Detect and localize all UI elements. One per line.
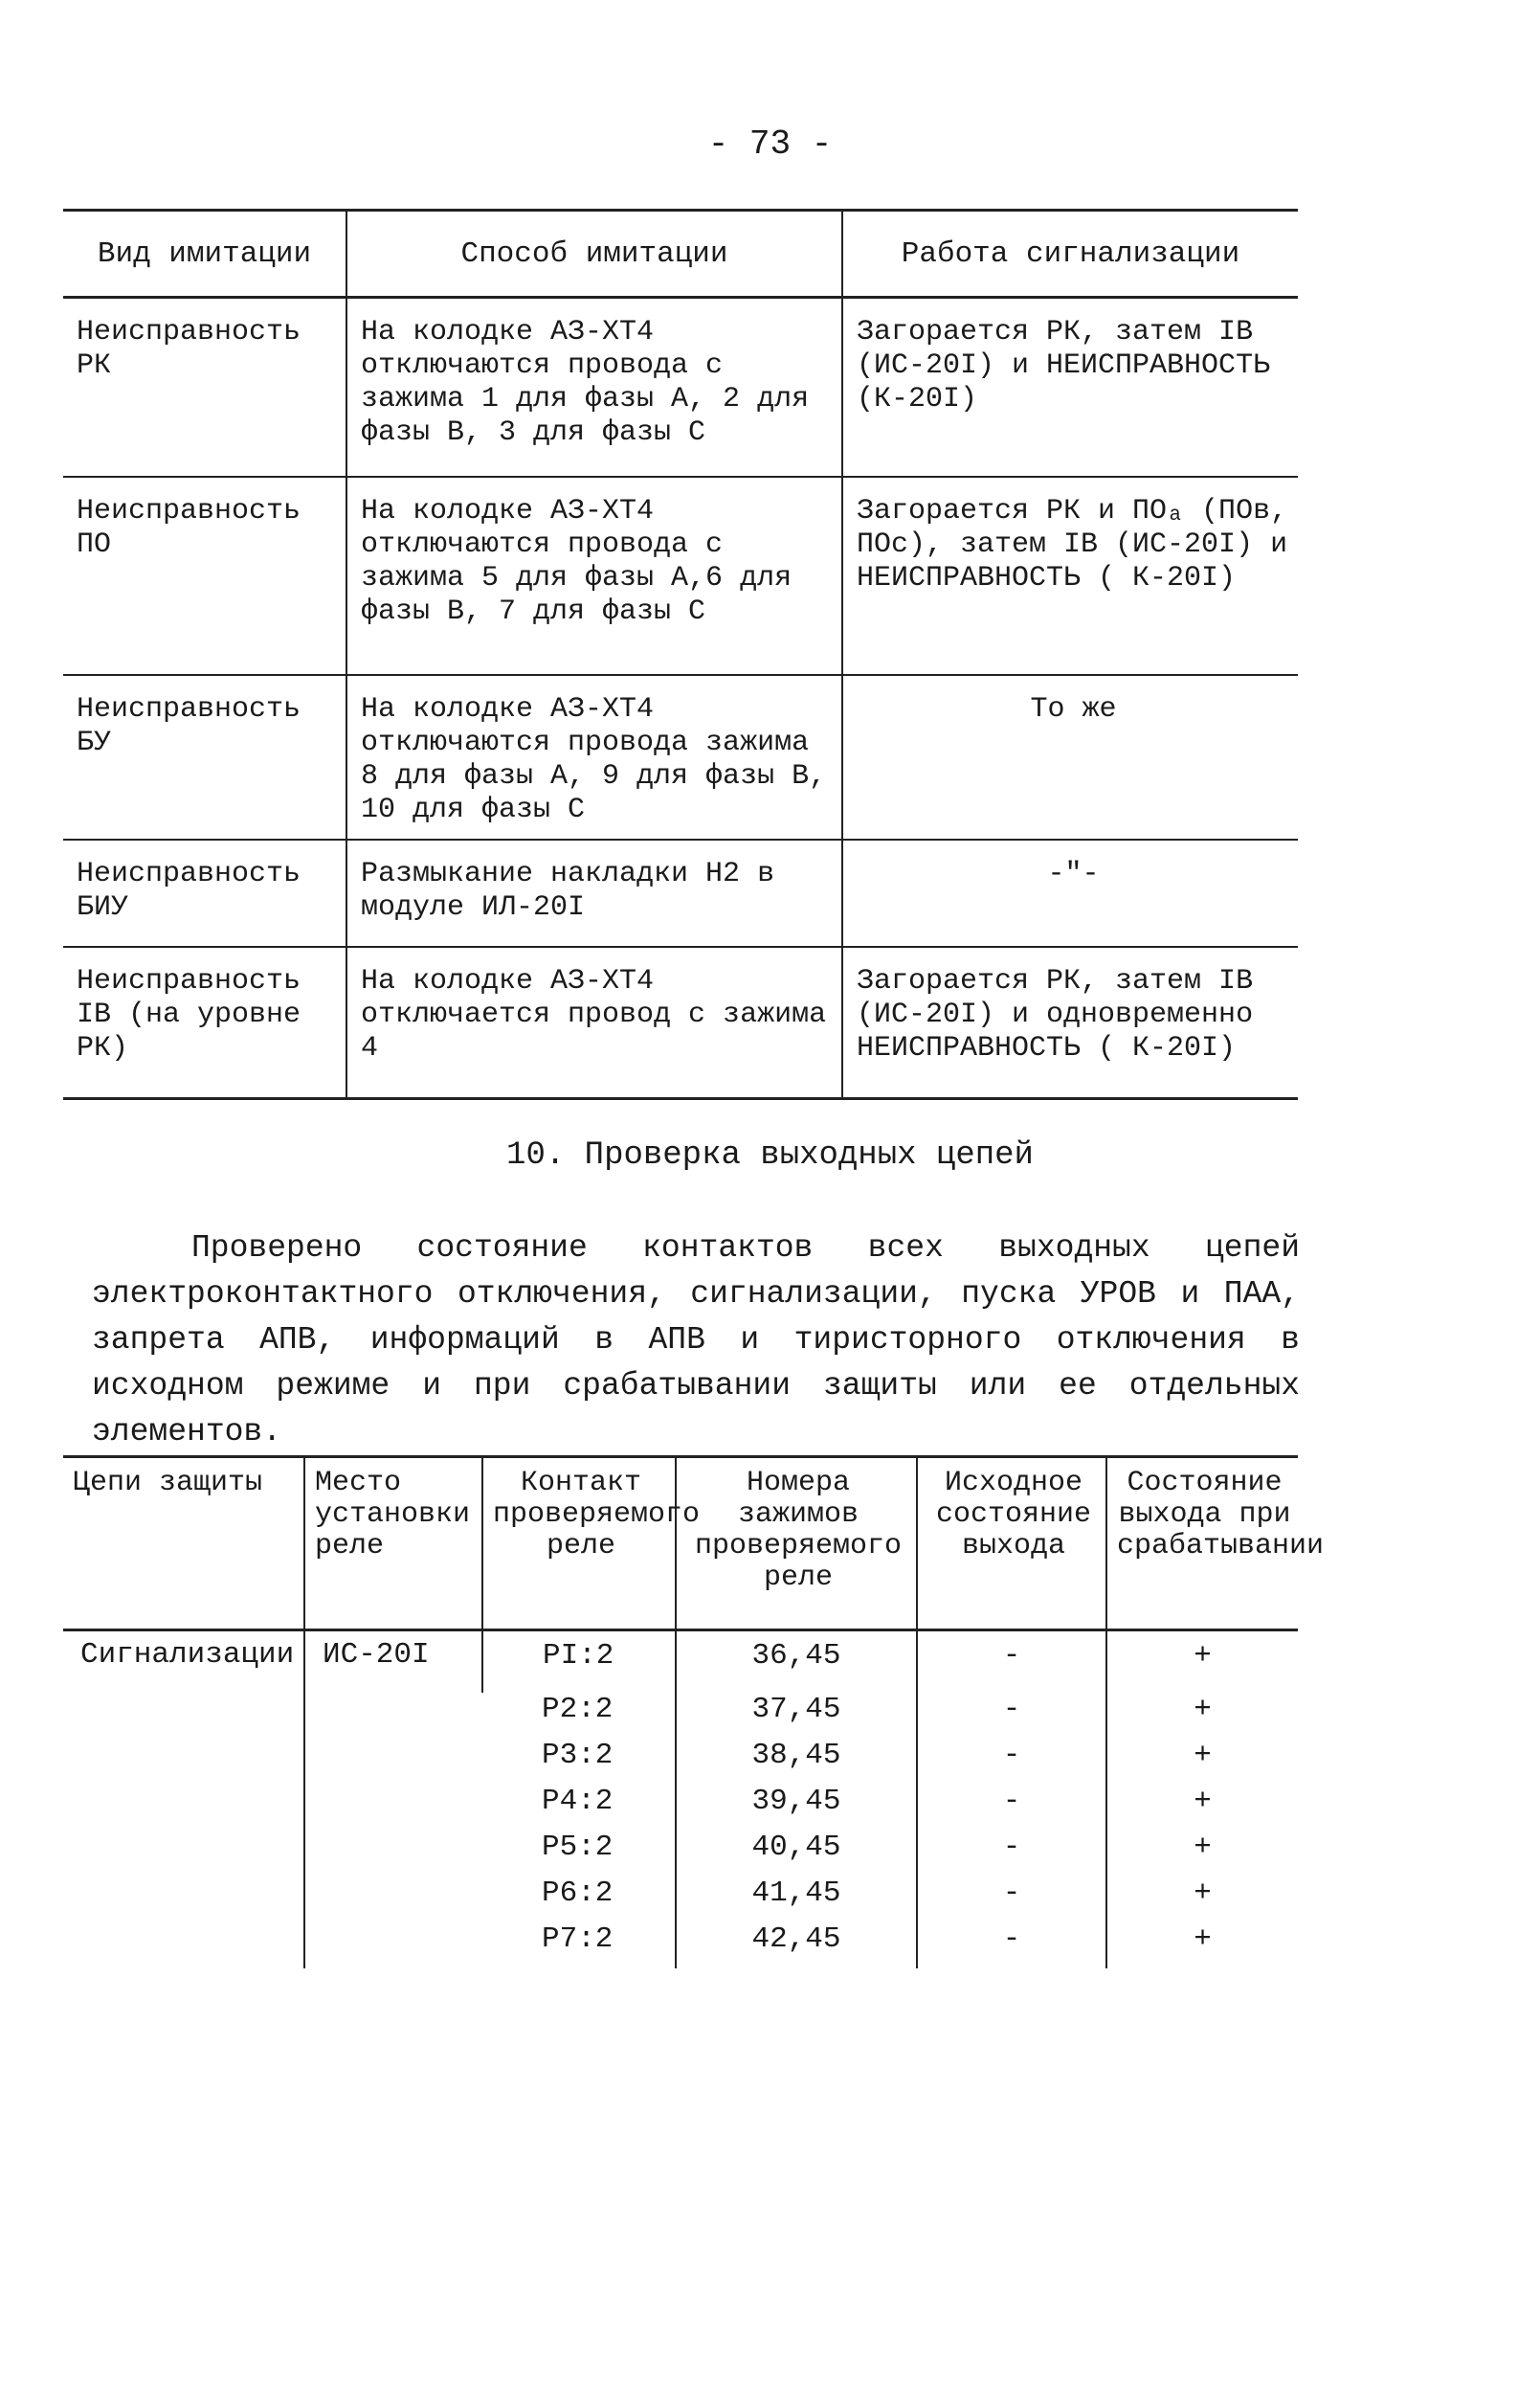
relay-contact-cell: PI:2 [482,1630,676,1694]
output-table-header [63,1457,1298,1630]
table-row [63,298,1298,478]
initial-state-cell: - [917,1922,1106,1968]
signal-operation-cell: Загорается РК, затем IB (ИС-20I) и одновременно НЕИСПРАВНОСТЬ ( К-20I) [842,947,1298,1099]
terminal-numbers-cell: 40,45 [676,1831,917,1876]
terminal-numbers-cell: 37,45 [676,1693,917,1739]
header-terminal-numbers: Номера зажимов проверяемого реле [676,1457,917,1630]
signal-operation-cell: То же [842,675,1298,840]
triggered-state-cell: + [1106,1630,1298,1694]
imitation-table-header [63,211,1298,298]
terminal-numbers-cell: 38,45 [676,1739,917,1785]
triggered-state-cell: + [1106,1739,1298,1785]
imitation-method-cell: На колодке АЗ-ХТ4 отключаются провода с зажима 5 для фазы А,6 для фазы В, 7 для фазы С [346,477,842,675]
triggered-state-cell: + [1106,1922,1298,1968]
initial-state-cell: - [917,1739,1106,1785]
signal-operation-cell: -"- [842,840,1298,947]
signal-operation-cell: Загорается РК, затем IB (ИС-20I) и НЕИСПРАВНОСТЬ (К-20I) [842,298,1298,478]
imitation-type-cell: Неисправность IB (на уровне РК) [63,947,346,1099]
imitation-type-cell: Неисправность РК [63,298,346,478]
header-relay-location: Место установки реле [304,1457,482,1630]
imitation-type-cell: Неисправность БИУ [63,840,346,947]
page-number: - 73 - [707,124,833,164]
output-circuits-table [63,1455,1325,1968]
triggered-state-cell: + [1106,1785,1298,1831]
initial-state-cell: - [917,1785,1106,1831]
header-imitation-type: Вид имитации [63,211,346,298]
signal-operation-cell: Загорается РК и ПОₐ (ПОв, ПОс), затем IB (ИС-20I) и НЕИСПРАВНОСТЬ ( К-20I) [842,477,1298,675]
table-row [63,1630,1298,1694]
relay-contact-cell: P7:2 [542,1922,614,1956]
initial-state-cell: - [917,1693,1106,1739]
terminal-numbers-cell: 41,45 [676,1876,917,1922]
header-triggered-state: Состояние выхода при срабатывании [1106,1457,1298,1630]
relay-location-cell: ИС-20I [304,1630,482,1969]
header-imitation-method: Способ имитации [346,211,842,298]
initial-state-cell: - [917,1876,1106,1922]
terminal-numbers-cell: 36,45 [676,1630,917,1694]
table-row [63,477,1298,675]
section-paragraph [92,1225,1300,1455]
imitation-method-cell: На колодке АЗ-ХТ4 отключаются провода зажима 8 для фазы А, 9 для фазы В, 10 для фазы С [346,675,842,840]
imitation-type-cell: Неисправность ПО [63,477,346,675]
imitation-method-cell: На колодке АЗ-ХТ4 отключаются провода с зажима 1 для фазы А, 2 для фазы В, 3 для фазы С [346,298,842,478]
triggered-state-cell: + [1106,1876,1298,1922]
header-initial-state: Исходное состояние выхода [917,1457,1106,1630]
triggered-state-cell: + [1106,1831,1298,1876]
table-row [63,675,1298,840]
table-row [63,840,1298,947]
relay-contact-cell: P5:2 [542,1831,614,1864]
relay-contact-cell: P4:2 [542,1785,614,1818]
imitation-method-cell: Размыкание накладки Н2 в модуле ИЛ-20I [346,840,842,947]
triggered-state-cell: + [1106,1693,1298,1739]
relay-contact-cell: P2:2 [542,1693,614,1726]
paragraph-text: Проверено состояние контактов всех выходных цепей электроконтактного отключения, сигнализации, пуска УРОВ и ПАА, запрета АПВ, информаций в АПВ и тиристорного отключения в исходном режиме и при срабатывании защиты или ее отдельных элементов. [92,1230,1300,1449]
relay-contact-cell: P3:2 [542,1739,614,1772]
relay-contact-cell: P6:2 [542,1876,614,1910]
imitation-table [63,209,1298,1100]
table-row [63,947,1298,1099]
circuit-cell: Сигнализации [80,1638,295,1672]
section-heading: 10. Проверка выходных цепей [506,1137,1034,1174]
imitation-type-cell: Неисправность БУ [63,675,346,840]
header-relay-contact: Контакт проверяемого реле [482,1457,676,1630]
header-signal-operation: Работа сигнализации [842,211,1298,298]
terminal-numbers-cell: 39,45 [676,1785,917,1831]
header-circuit: Цепи защиты [63,1457,304,1630]
initial-state-cell: - [917,1831,1106,1876]
initial-state-cell: - [917,1630,1106,1694]
terminal-numbers-cell: 42,45 [676,1922,917,1968]
imitation-method-cell: На колодке АЗ-ХТ4 отключается провод с зажима 4 [346,947,842,1099]
